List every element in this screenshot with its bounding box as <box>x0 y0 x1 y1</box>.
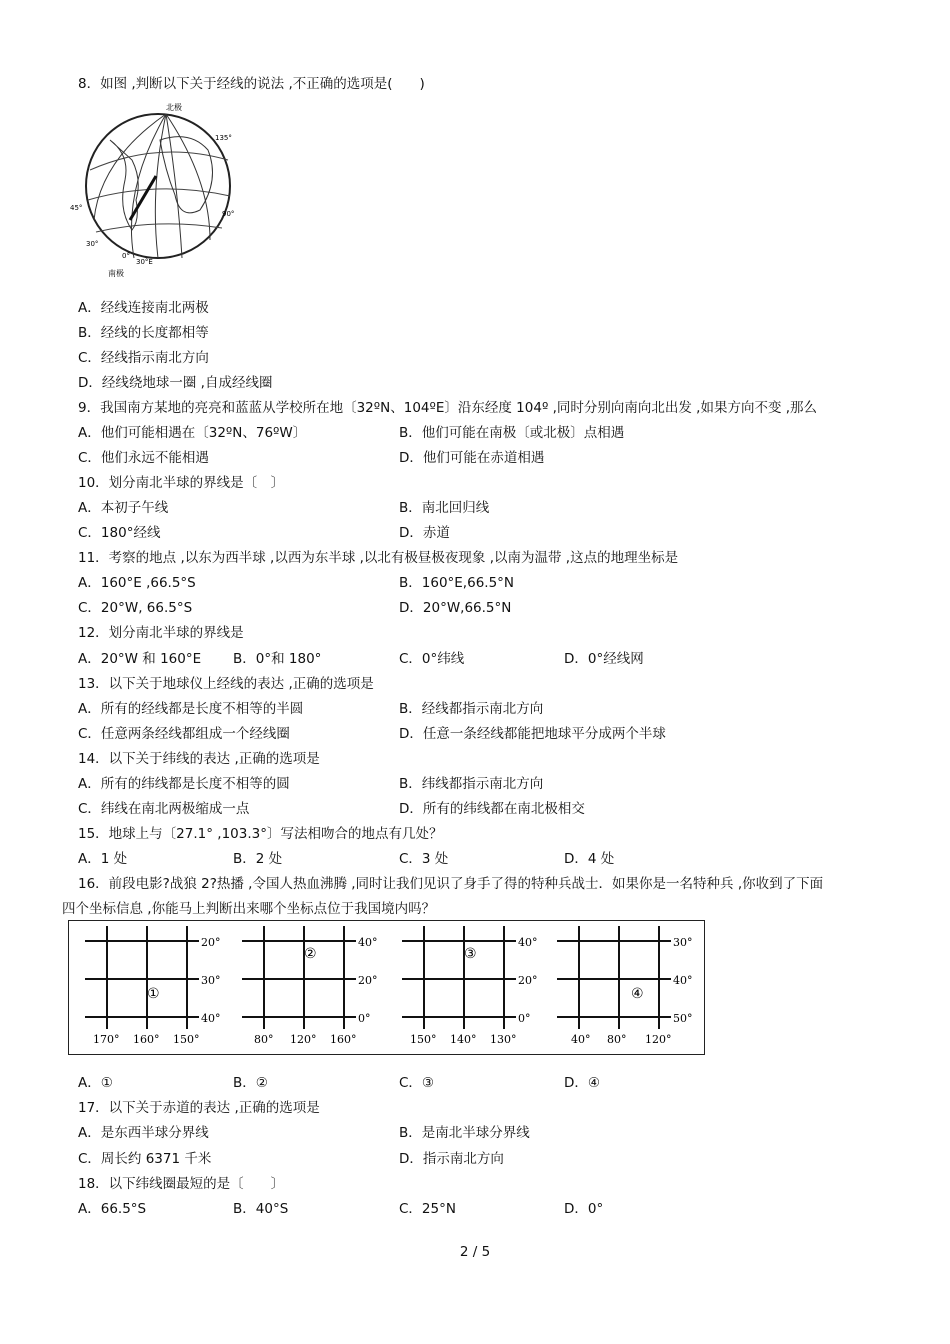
q16-option-a[interactable]: A．① <box>78 1075 113 1091</box>
grid-4-lat-label: 40° <box>673 974 693 987</box>
grid-2-lon-label: 80° <box>254 1033 274 1046</box>
q13-option-d[interactable]: D．任意一条经线都能把地球平分成两个半球 <box>399 726 666 742</box>
q10-option-d[interactable]: D．赤道 <box>399 525 450 541</box>
q10-option-c[interactable]: C．180°经线 <box>78 525 161 541</box>
q11-option-a[interactable]: A．160°E ,66.5°S <box>78 575 196 591</box>
q13-stem: 13．以下关于地球仪上经线的表达 ,正确的选项是 <box>78 676 374 692</box>
grid-1-lat-label: 40° <box>201 1012 221 1025</box>
q9-option-d[interactable]: D．他们可能在赤道相遇 <box>399 450 545 466</box>
page-number: 2 / 5 <box>459 1244 491 1260</box>
globe-lon-label: 135° <box>215 134 232 142</box>
q11-option-b[interactable]: B．160°E,66.5°N <box>399 575 515 591</box>
q12-stem: 12．划分南北半球的界线是 <box>78 625 244 641</box>
globe-lat-label: 0° <box>122 252 130 260</box>
grid-1-lat-label: 20° <box>201 936 221 949</box>
q16-option-d[interactable]: D．④ <box>564 1075 600 1091</box>
q8-option-b[interactable]: B．经线的长度都相等 <box>78 325 209 341</box>
q17-option-a[interactable]: A．是东西半球分界线 <box>78 1125 209 1141</box>
q8-stem: 8．如图 ,判断以下关于经线的说法 ,不正确的选项是( ) <box>78 76 425 92</box>
q9-option-b[interactable]: B．他们可能在南极〔或北极〕点相遇 <box>399 425 625 441</box>
q11-option-c[interactable]: C．20°W, 66.5°S <box>78 600 193 616</box>
q18-option-d[interactable]: D．0° <box>564 1201 604 1217</box>
q8-option-d[interactable]: D．经线绕地球一圈 ,自成经线圈 <box>78 375 273 391</box>
grid-3-lat-label: 40° <box>518 936 538 949</box>
q13-option-b[interactable]: B．经线都指示南北方向 <box>399 701 544 717</box>
grid-4-point-marker: ④ <box>631 986 644 1002</box>
q8-option-a[interactable]: A．经线连接南北两极 <box>78 300 209 316</box>
q10-stem: 10．划分南北半球的界线是〔 〕 <box>78 475 285 491</box>
q11-option-d[interactable]: D．20°W,66.5°N <box>399 600 512 616</box>
q14-stem: 14．以下关于纬线的表达 ,正确的选项是 <box>78 751 320 767</box>
q12-option-c[interactable]: C．0°纬线 <box>399 651 465 667</box>
q10-option-b[interactable]: B．南北回归线 <box>399 500 490 516</box>
globe-south-label: 南极 <box>108 269 124 278</box>
q16-option-c[interactable]: C．③ <box>399 1075 435 1091</box>
grid-4-lon-label: 40° <box>571 1033 591 1046</box>
q15-option-a[interactable]: A．1 处 <box>78 851 128 867</box>
grid-2 <box>234 921 389 1053</box>
q16-stem-line1: 16．前段电影?战狼 2?热播 ,令国人热血沸腾 ,同时让我们见识了身手了得的特种兵战士．如果你是一名特种兵 ,你收到了下面 <box>78 876 824 892</box>
q12-option-a[interactable]: A．20°W 和 160°E <box>78 651 202 667</box>
q14-option-b[interactable]: B．纬线都指示南北方向 <box>399 776 544 792</box>
q18-option-c[interactable]: C．25°N <box>399 1201 456 1217</box>
grid-1-lon-label: 150° <box>173 1033 200 1046</box>
q15-stem: 15．地球上与〔27.1° ,103.3°〕写法相吻合的地点有几处？ <box>78 826 443 842</box>
grid-3-lon-label: 130° <box>490 1033 517 1046</box>
globe-lat-label: 30° <box>86 240 99 248</box>
q14-option-d[interactable]: D．所有的纬线都在南北极相交 <box>399 801 585 817</box>
grid-2-point-marker: ② <box>304 946 317 962</box>
q14-option-a[interactable]: A．所有的纬线都是长度不相等的圆 <box>78 776 290 792</box>
q15-option-b[interactable]: B．2 处 <box>233 851 283 867</box>
grid-3-point-marker: ③ <box>464 946 477 962</box>
grid-2-lon-label: 160° <box>330 1033 357 1046</box>
q8-option-c[interactable]: C．经线指示南北方向 <box>78 350 209 366</box>
grid-3-lat-label: 0° <box>518 1012 531 1025</box>
q17-option-d[interactable]: D．指示南北方向 <box>399 1151 504 1167</box>
q16-option-b[interactable]: B．② <box>233 1075 268 1091</box>
grid-4 <box>549 921 704 1053</box>
grid-4-lon-label: 120° <box>645 1033 672 1046</box>
q12-option-d[interactable]: D．0°经线网 <box>564 651 644 667</box>
globe-figure <box>70 100 245 278</box>
q18-option-b[interactable]: B．40°S <box>233 1201 289 1217</box>
grid-1 <box>77 921 232 1053</box>
q15-option-d[interactable]: D．4 处 <box>564 851 615 867</box>
q9-stem: 9．我国南方某地的亮亮和蓝蓝从学校所在地〔32ºN、104ºE〕沿东经度 104º ,同时分别向南向北出发 ,如果方向不变 ,那么 <box>78 400 818 416</box>
q17-stem: 17．以下关于赤道的表达 ,正确的选项是 <box>78 1100 320 1116</box>
grid-3-lat-label: 20° <box>518 974 538 987</box>
q11-stem: 11．考察的地点 ,以东为西半球 ,以西为东半球 ,以北有极昼极夜现象 ,以南为温带 ,这点的地理坐标是 <box>78 550 679 566</box>
q13-option-c[interactable]: C．任意两条经线都组成一个经线圈 <box>78 726 290 742</box>
globe-north-label: 北极 <box>166 103 182 112</box>
globe-lon-label: 90° <box>222 210 235 218</box>
coordinate-grids-figure <box>68 920 705 1055</box>
grid-1-lon-label: 170° <box>93 1033 120 1046</box>
q18-stem: 18．以下纬线圈最短的是〔 〕 <box>78 1176 285 1192</box>
grid-3 <box>394 921 549 1053</box>
globe-lon-label: 30°E <box>136 258 153 266</box>
q17-option-b[interactable]: B．是南北半球分界线 <box>399 1125 530 1141</box>
q9-option-c[interactable]: C．他们永远不能相遇 <box>78 450 209 466</box>
grid-3-lon-label: 150° <box>410 1033 437 1046</box>
q17-option-c[interactable]: C．周长约 6371 千米 <box>78 1151 212 1167</box>
grid-1-lon-label: 160° <box>133 1033 160 1046</box>
q12-option-b[interactable]: B．0°和 180° <box>233 651 322 667</box>
q10-option-a[interactable]: A．本初子午线 <box>78 500 169 516</box>
q15-option-c[interactable]: C．3 处 <box>399 851 449 867</box>
grid-2-lat-label: 40° <box>358 936 378 949</box>
grid-2-lon-label: 120° <box>290 1033 317 1046</box>
grid-1-lat-label: 30° <box>201 974 221 987</box>
grid-1-point-marker: ① <box>147 986 160 1002</box>
grid-2-lat-label: 0° <box>358 1012 371 1025</box>
q13-option-a[interactable]: A．所有的经线都是长度不相等的半圆 <box>78 701 304 717</box>
grid-3-lon-label: 140° <box>450 1033 477 1046</box>
grid-4-lon-label: 80° <box>607 1033 627 1046</box>
q14-option-c[interactable]: C．纬线在南北两极缩成一点 <box>78 801 250 817</box>
q9-option-a[interactable]: A．他们可能相遇在〔32ºN、76ºW〕 <box>78 425 307 441</box>
q16-stem-line2: 四个坐标信息 ,你能马上判断出来哪个坐标点位于我国境内吗？ <box>62 901 436 917</box>
grid-2-lat-label: 20° <box>358 974 378 987</box>
q18-option-a[interactable]: A．66.5°S <box>78 1201 147 1217</box>
grid-4-lat-label: 30° <box>673 936 693 949</box>
grid-4-lat-label: 50° <box>673 1012 693 1025</box>
globe-lon-label: 45° <box>70 204 83 212</box>
